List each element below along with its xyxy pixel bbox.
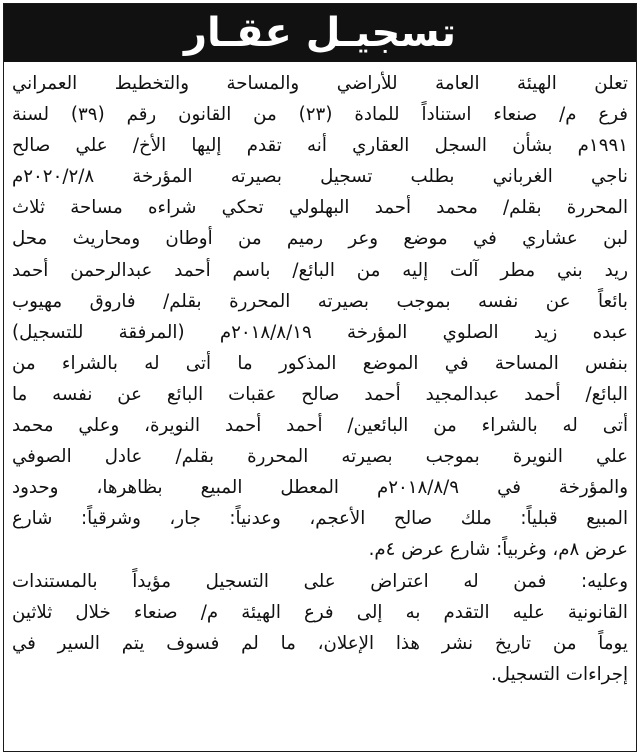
body-line: بائعاً عن نفسه بموجب بصيرته المحررة بقلم/ فاروق مهيوب bbox=[12, 290, 628, 312]
body-line: فرع م/ صنعاء استناداً للمادة (٢٣) من القانون رقم (٣٩) لسنة bbox=[12, 104, 628, 126]
body-line: تعلن الهيئة العامة للأراضي والمساحة والتخطيط العمراني bbox=[12, 73, 628, 94]
body-line: إجراءات التسجيل. bbox=[491, 663, 628, 685]
body-line: يوماً من تاريخ نشر هذا الإعلان، ما لم فسوف يتم السير في bbox=[12, 632, 628, 654]
body-line: ١٩٩١م بشأن السجل العقاري أنه تقدم إليها الأخ/ علي صالح bbox=[12, 135, 628, 157]
body-line: بنفس المساحة في الموضع المذكور ما أتى له بالشراء من bbox=[12, 352, 628, 374]
title-banner bbox=[4, 4, 636, 62]
body-line: لبن عشاري في موضع وعر رميم من أوطان ومحاريث محل bbox=[12, 228, 628, 250]
body-line: عبده زيد الصلوي المؤرخة ٢٠١٨/٨/١٩م (المرفقة للتسجيل) bbox=[12, 321, 628, 343]
body-line: القانونية عليه التقدم به إلى فرع الهيئة م/ صنعاء خلال ثلاثين bbox=[12, 601, 628, 623]
body-line: المبيع قبلياً: ملك صالح الأعجم، وعدنياً: جار، وشرقياً: شارع bbox=[12, 508, 628, 530]
body-line: البائع/ أحمد عبدالمجيد أحمد صالح عقبات البائع عن نفسه ما bbox=[12, 383, 628, 405]
announcement-frame bbox=[3, 3, 637, 752]
body-line: ناجي الغرباني بطلب تسجيل بصيرته المؤرخة ٢٠٢٠/٢/٨م bbox=[12, 166, 628, 188]
body-line: ريد بني مطر آلت إليه من البائع/ باسم أحمد عبدالرحمن أحمد bbox=[12, 259, 628, 281]
announcement-title: تسجيـل عقـار bbox=[183, 10, 456, 56]
body-line: أتى له بالشراء من البائعين/ أحمد أحمد النويرة، وعلي محمد bbox=[12, 415, 628, 437]
body-line: والمؤرخة في ٢٠١٨/٨/٩م المعطل المبيع بظاهرها، وحدود bbox=[12, 477, 628, 499]
announcement-body bbox=[12, 68, 628, 748]
body-line: عرض ٨م، وغربياً: شارع عرض ٤م. bbox=[368, 539, 628, 561]
body-line: علي النويرة بموجب بصيرته المحررة بقلم/ عادل الصوفي bbox=[12, 446, 628, 468]
body-line: وعليه: فمن له اعتراض على التسجيل مؤيداً بالمستندات bbox=[12, 570, 628, 592]
body-line: المحررة بقلم/ محمد أحمد البهلولي تحكي شراءه مساحة ثلاث bbox=[12, 197, 628, 219]
